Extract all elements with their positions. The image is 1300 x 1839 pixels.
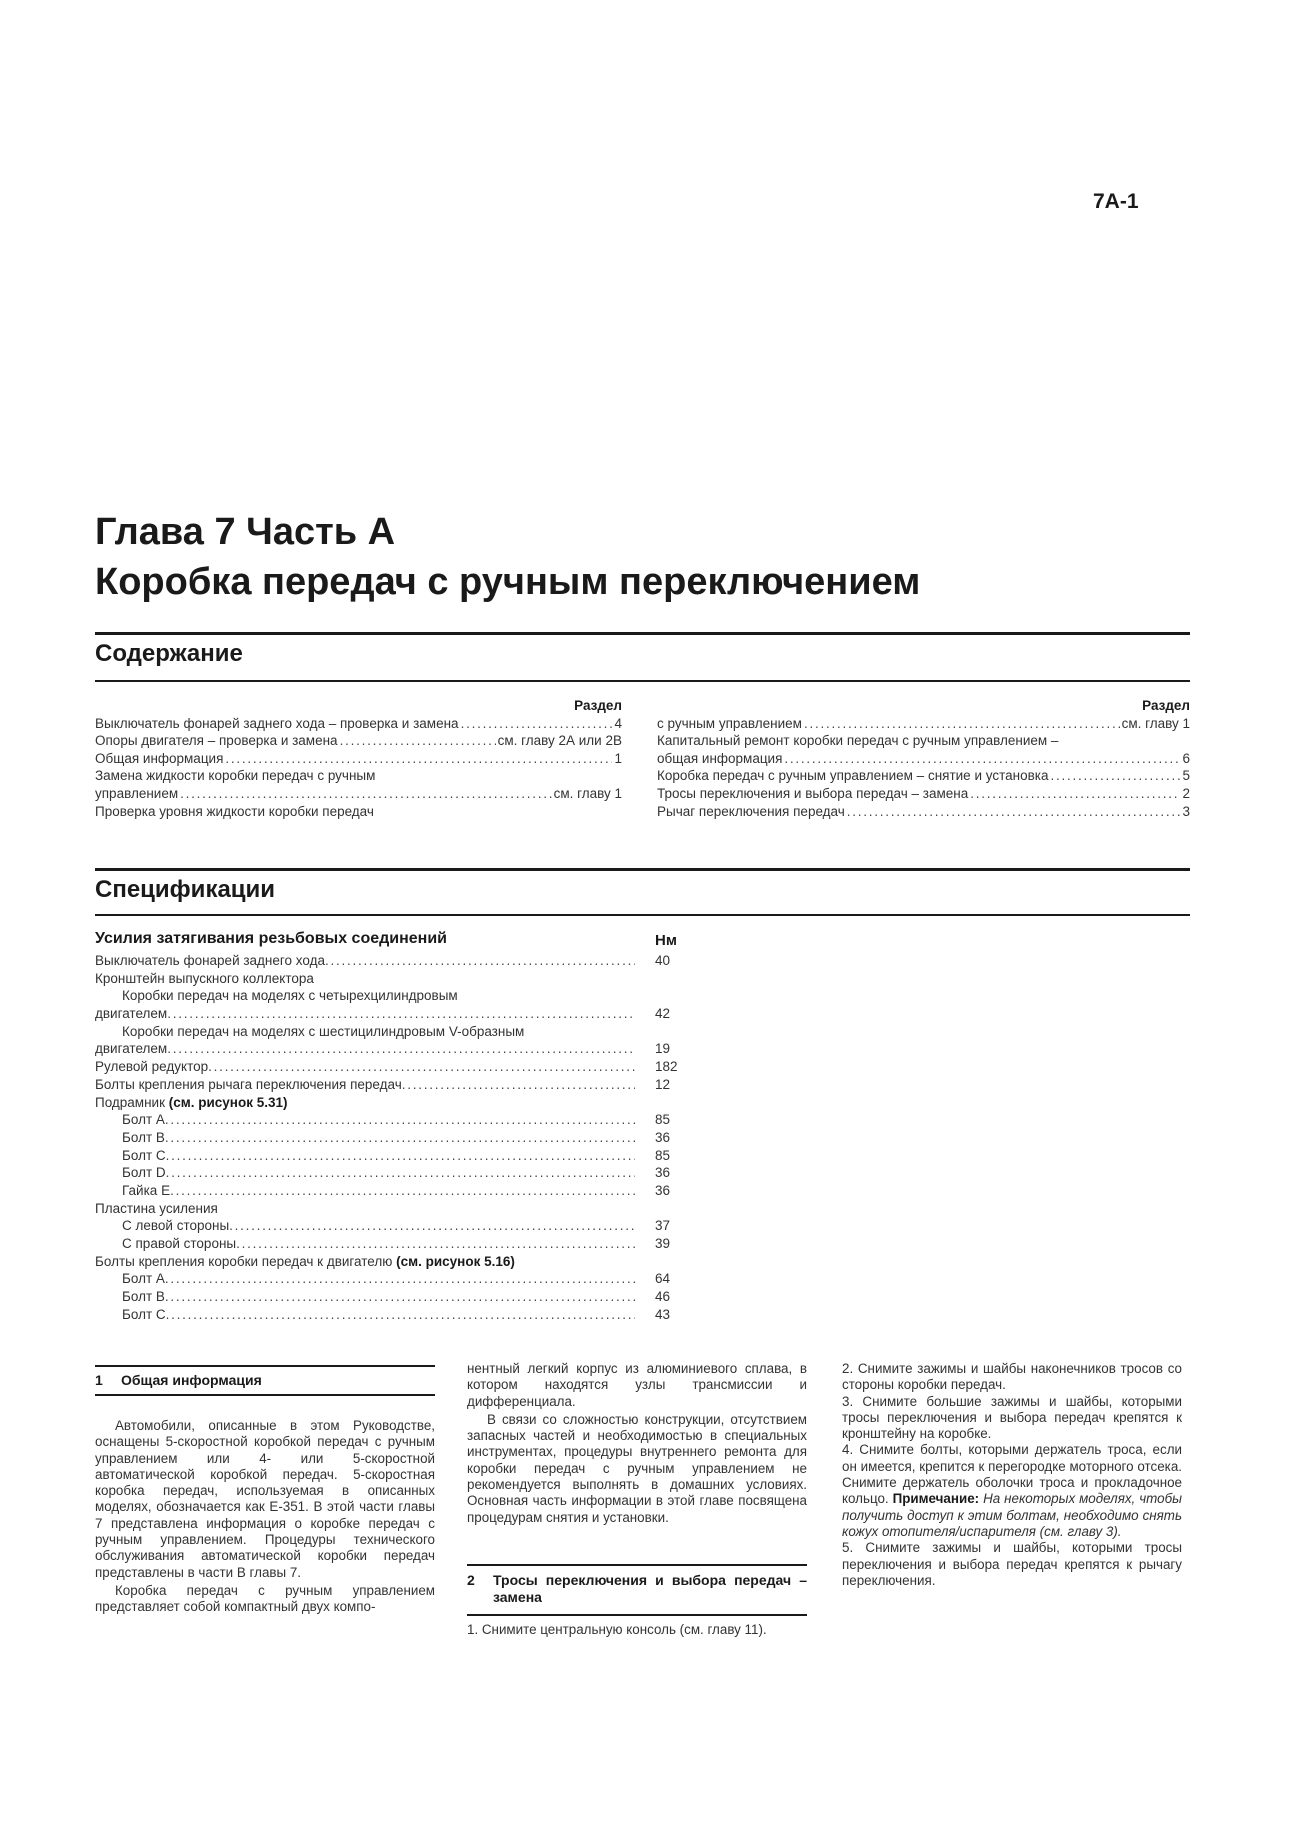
- contents-entry: [657, 732, 1190, 750]
- torque-row-label: Гайка E: [122, 1182, 171, 1198]
- torque-row-label: Болт C: [122, 1147, 166, 1163]
- paragraph: Коробка передач с ручным управлением представляет собой компактный двух компо-: [95, 1582, 435, 1615]
- paragraph: В связи со сложностью конструкции, отсутствием запасных частей и необходимостью в специальных инструментах, процедуры внутреннего ремонта для коробки передач с ручным управлением не рекомендуется выполнять в домашних условиях. Основная часть информации в этой главе посвящена процедурам снятия и установки.: [467, 1411, 807, 1525]
- contents-entry: [657, 715, 1190, 733]
- contents-entry: [657, 767, 1190, 785]
- contents-entry-label: Опоры двигателя – проверка и замена: [95, 733, 338, 749]
- leader-dots: [236, 1235, 635, 1253]
- contents-entry-section: см. главу 1: [553, 785, 622, 801]
- torque-row-label: Кронштейн выпускного коллектора: [95, 970, 314, 986]
- torque-value: 19: [655, 1041, 671, 1057]
- torque-value: 40: [655, 953, 671, 968]
- section-2-title: Тросы переключения и выбора передач – замена: [493, 1572, 807, 1605]
- torque-row-label: Болты крепления рычага переключения передач: [95, 1076, 402, 1092]
- leader-dots: [165, 1129, 635, 1147]
- contents-entry: [95, 750, 622, 768]
- leader-dots: [970, 785, 1180, 803]
- contents-left-column: [95, 697, 622, 820]
- leader-dots: [180, 785, 551, 803]
- leader-dots: [165, 1288, 635, 1306]
- section-2-rule: [467, 1564, 807, 1566]
- leader-dots: [167, 1040, 635, 1058]
- torque-value: 37: [655, 1218, 671, 1234]
- torque-row-label: Болт C: [122, 1306, 166, 1322]
- step-3: 3. Снимите большие зажимы и шайбы, которыми тросы переключения и выбора передач крепятся к кронштейну на коробке.: [842, 1393, 1182, 1442]
- contents-entry-label: с ручным управлением: [657, 715, 802, 731]
- specs-underline: [95, 914, 1190, 916]
- torque-row-label: Болты крепления коробки передач к двигателю: [95, 1253, 397, 1269]
- leader-dots: [402, 1076, 635, 1094]
- leader-dots: [340, 732, 496, 750]
- section-1-title: Общая информация: [121, 1372, 262, 1388]
- step-5: 5. Снимите зажимы и шайбы, которыми тросы переключения и выбора передач крепятся к рычагу переключения.: [842, 1540, 1182, 1588]
- contents-entry-section: см. главу 2А или 2В: [497, 733, 622, 749]
- section-1-body: [95, 1418, 435, 1616]
- contents-entry-label: управлением: [95, 785, 179, 801]
- contents-entry: [95, 767, 622, 785]
- torque-row-label: Пластина усиления: [95, 1200, 218, 1216]
- contents-entry-section: 3: [1182, 803, 1190, 819]
- specs-rule: [95, 868, 1190, 871]
- contents-entry-section: 4: [614, 715, 622, 731]
- torque-value: 12: [655, 1076, 671, 1092]
- step-2: 2. Снимите зажимы и шайбы наконечников тросов со стороны коробки передач.: [842, 1361, 1182, 1393]
- torque-row-label: С правой стороны: [122, 1236, 237, 1251]
- figure-reference: (см. рисунок 5.31): [168, 1094, 288, 1110]
- contents-entry: [657, 750, 1190, 768]
- torque-row-label: Болт A: [122, 1112, 165, 1128]
- note-label: Примечание:: [892, 1491, 980, 1507]
- contents-entry-section: см. главу 1: [1121, 715, 1190, 731]
- column-right: [842, 1361, 1182, 1589]
- page-number: 7A-1: [1093, 190, 1139, 213]
- torque-row-label: Болт D: [122, 1165, 166, 1181]
- torque-value: 182: [655, 1059, 678, 1075]
- contents-entry-label: Тросы переключения и выбора передач – замена: [657, 785, 969, 801]
- column-middle: [467, 1361, 807, 1526]
- specs-heading: Спецификации: [95, 876, 276, 903]
- paragraph: Автомобили, описанные в этом Руководстве, оснащены 5-скоростной коробкой передач с ручным управлением или 4- или 5-скоростной автоматической коробкой передач. 5-скоростная коробка передач, используемая в описанных моделях, обозначается как E-351. В этой части главы 7 представлена информация о коробке передач с ручным управлением. Процедуры технического обслуживания автоматической коробки передач представлены в части В главы 7.: [95, 1418, 435, 1580]
- torque-row-label: Болт B: [122, 1129, 165, 1145]
- note-text: На некоторых моделях, чтобы получить доступ к этим болтам, необходимо снять кожух отопителя/испарителя (см. главу 3).: [842, 1491, 1182, 1539]
- section-2-number: 2: [467, 1572, 475, 1588]
- section-1-underline: [95, 1394, 435, 1396]
- leader-dots: [166, 1306, 635, 1324]
- contents-entry-label: Рычаг переключения передач: [657, 803, 845, 819]
- torque-row-label: Болт A: [122, 1271, 165, 1287]
- contents-entry-label: Общая информация: [95, 750, 224, 766]
- contents-entry-label: общая информация: [657, 750, 783, 766]
- torque-row-label: двигателем: [95, 1006, 168, 1022]
- torque-row-label: Болт B: [122, 1289, 165, 1305]
- contents-entry: [95, 715, 622, 733]
- step-4: [842, 1442, 1182, 1540]
- contents-underline: [95, 680, 1190, 682]
- leader-dots: [170, 1182, 635, 1200]
- torque-value: 42: [655, 1006, 671, 1022]
- leader-dots: [167, 1005, 635, 1023]
- contents-heading: Содержание: [95, 640, 243, 667]
- section-label: Раздел: [574, 698, 622, 713]
- torque-value: 85: [655, 1112, 671, 1128]
- torque-row-label: С левой стороны: [122, 1218, 230, 1234]
- leader-dots: [325, 952, 635, 970]
- section-2-heading-block: [467, 1572, 807, 1606]
- contents-entry-label: Выключатель фонарей заднего хода – проверка и замена: [95, 715, 459, 731]
- contents-entry: [657, 785, 1190, 803]
- section-2-underline: [467, 1614, 807, 1616]
- leader-dots: [208, 1058, 635, 1076]
- leader-dots: [1050, 767, 1180, 785]
- section-1-rule: [95, 1365, 435, 1367]
- contents-entry-section: 6: [1182, 750, 1190, 766]
- contents-entry: [657, 803, 1190, 821]
- torque-value: 36: [655, 1129, 671, 1145]
- section-1-heading: [95, 1372, 435, 1389]
- contents-entry-label: Проверка уровня жидкости коробки передач: [95, 803, 374, 819]
- leader-dots: [166, 1147, 635, 1165]
- leader-dots: [784, 750, 1180, 768]
- torque-value: 43: [655, 1306, 671, 1322]
- section-2-body: [467, 1622, 807, 1638]
- chapter-subtitle: Коробка передач с ручным переключением: [95, 561, 921, 603]
- paragraph: нентный легкий корпус из алюминиевого сплава, в котором находятся узлы трансмиссии и дифференциала.: [467, 1361, 807, 1409]
- section-label: Раздел: [1142, 698, 1190, 713]
- leader-dots: [225, 750, 612, 768]
- contents-entry: [95, 785, 622, 803]
- torque-unit: Нм: [655, 932, 677, 949]
- leader-dots: [165, 1270, 635, 1288]
- torque-row-label: Рулевой редуктор: [95, 1059, 209, 1075]
- leader-dots: [166, 1164, 635, 1182]
- section-1-number: 1: [95, 1372, 103, 1388]
- contents-entry-label: Коробка передач с ручным управлением – снятие и установка: [657, 768, 1049, 784]
- column-left: [95, 1372, 435, 1389]
- torque-value: 36: [655, 1165, 671, 1181]
- section-2-heading: [467, 1572, 807, 1606]
- torque-value: 36: [655, 1182, 671, 1198]
- torque-row-label: Выключатель фонарей заднего хода: [95, 953, 325, 968]
- figure-reference: (см. рисунок 5.16): [396, 1253, 515, 1269]
- contents-entry-section: 2: [1182, 785, 1190, 801]
- contents-entry-label: Замена жидкости коробки передач с ручным: [95, 768, 376, 784]
- torque-row-label: Подрамник: [95, 1094, 169, 1110]
- leader-dots: [804, 715, 1120, 733]
- contents-entry-section: 5: [1182, 768, 1190, 784]
- torque-table-title: Усилия затягивания резьбовых соединений: [95, 930, 447, 947]
- torque-row-label: Коробки передач на моделях с шестицилиндровым V-образным: [122, 1023, 525, 1039]
- contents-entry-label: Капитальный ремонт коробки передач с ручным управлением –: [657, 733, 1059, 749]
- leader-dots: [229, 1217, 635, 1235]
- leader-dots: [461, 715, 613, 733]
- contents-rule: [95, 632, 1190, 635]
- torque-value: 39: [655, 1236, 671, 1251]
- step-4-text: 4. Снимите болты, которыми держатель троса, если он имеется, крепится к перегородке моторного отсека. Снимите держатель оболочки троса и прокладочное кольцо.: [842, 1442, 1182, 1507]
- contents-entry: [95, 732, 622, 750]
- torque-row-label: двигателем: [95, 1041, 168, 1057]
- contents-entry-section: 1: [614, 750, 622, 766]
- step-1: 1. Снимите центральную консоль (см. главу 11).: [467, 1622, 767, 1637]
- chapter-title: Глава 7 Часть А: [95, 511, 396, 553]
- leader-dots: [847, 803, 1181, 821]
- torque-value: 64: [655, 1271, 671, 1287]
- torque-row-label: Коробки передач на моделях с четырехцилиндровым: [122, 988, 458, 1004]
- contents-entry: [95, 803, 622, 821]
- torque-value: 85: [655, 1147, 671, 1163]
- contents-right-column: [657, 697, 1190, 820]
- leader-dots: [165, 1111, 635, 1129]
- torque-value: 46: [655, 1289, 671, 1305]
